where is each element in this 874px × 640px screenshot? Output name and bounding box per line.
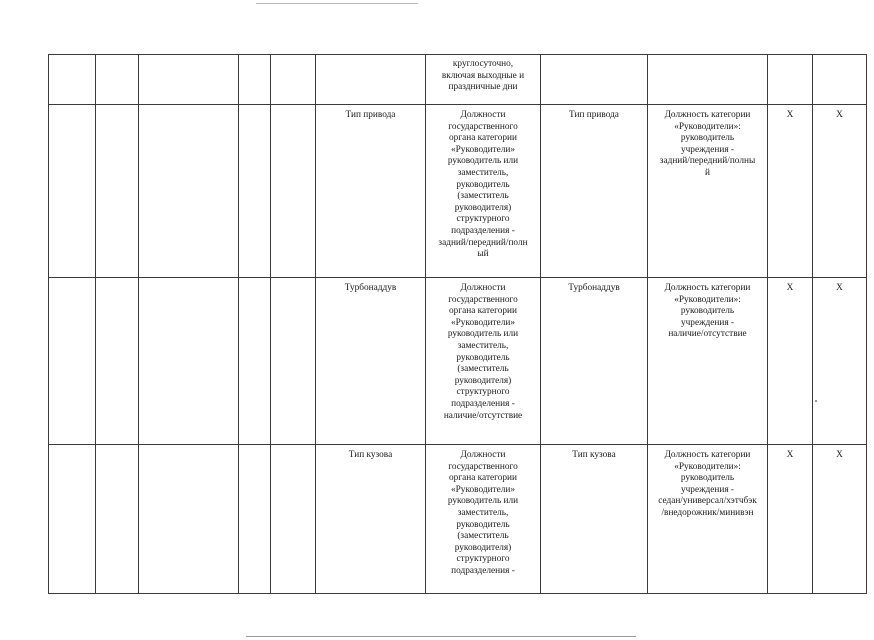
- scan-artifact-dot: [815, 400, 817, 402]
- table-cell-empty: [271, 278, 316, 445]
- characteristic-cell: [541, 55, 648, 105]
- mark-text: X: [836, 110, 843, 120]
- characteristic-text: Турбонаддув: [568, 283, 620, 293]
- table-cell-empty: [239, 105, 271, 278]
- table-cell-empty: [271, 55, 316, 105]
- value-cell: [648, 105, 768, 278]
- table-cell-empty: [139, 105, 239, 278]
- value-cell: [648, 445, 768, 594]
- value-cell: [648, 278, 768, 445]
- table-cell-empty: [49, 105, 96, 278]
- table-cell-empty: [239, 278, 271, 445]
- characteristic-cell: [541, 105, 648, 278]
- mark-text: X: [836, 283, 843, 293]
- scan-artifact-top-line: [256, 3, 418, 4]
- requirement-cell: [426, 278, 541, 445]
- requirement-cell: [426, 105, 541, 278]
- characteristic-text: Тип кузова: [572, 450, 616, 460]
- table-row: [49, 105, 867, 278]
- table-cell-empty: [239, 445, 271, 594]
- mark-text: X: [786, 110, 794, 120]
- mark-cell: [813, 445, 867, 594]
- table-cell-empty: [96, 445, 139, 594]
- requirement-text: Должности государственного органа категории «Руководители» руководитель или заместитель, руководитель (заместитель руководителя) структурного подразделения - задний/передний/полн ый: [438, 110, 528, 260]
- table-cell-empty: [96, 278, 139, 445]
- characteristic-cell: [541, 445, 648, 594]
- table-cell-empty: [49, 278, 96, 445]
- table-cell-empty: [271, 445, 316, 594]
- table-cell-empty: [49, 55, 96, 105]
- characteristic-cell: [316, 55, 426, 105]
- characteristic-cell: [541, 278, 648, 445]
- value-text: Должность категории «Руководители»: руководитель учреждения - задний/передний/полны й: [659, 110, 756, 178]
- characteristic-text: Турбонаддув: [344, 283, 397, 293]
- requirement-text: Должности государственного органа категории «Руководители» руководитель или заместитель, руководитель (заместитель руководителя) структурного подразделения -: [447, 450, 519, 576]
- table-row: [49, 278, 867, 445]
- table-row: [49, 55, 867, 105]
- characteristic-cell: [316, 105, 426, 278]
- specification-table: [48, 54, 867, 594]
- value-text: Должность категории «Руководители»: руководитель учреждения - седан/универсал/хэтчбэк /внедорожник/минивэн: [658, 450, 757, 518]
- mark-cell: [768, 105, 813, 278]
- table-row: [49, 445, 867, 594]
- characteristic-cell: [316, 445, 426, 594]
- mark-cell: [768, 445, 813, 594]
- characteristic-cell: [316, 278, 426, 445]
- characteristic-text: Тип кузова: [348, 450, 393, 460]
- value-cell: [648, 55, 768, 105]
- mark-cell: [768, 278, 813, 445]
- mark-cell: [813, 55, 867, 105]
- characteristic-text: Тип привода: [345, 110, 396, 120]
- mark-cell: [813, 105, 867, 278]
- scan-artifact-bottom-line: [246, 636, 636, 637]
- mark-text: X: [836, 450, 843, 460]
- requirement-text: Должности государственного органа категории «Руководители» руководитель или заместитель, руководитель (заместитель руководителя) структурного подразделения - наличие/отсутствие: [443, 283, 523, 421]
- table-cell-empty: [96, 55, 139, 105]
- mark-cell: [768, 55, 813, 105]
- table-cell-empty: [271, 105, 316, 278]
- value-text: Должность категории «Руководители»: руководитель учреждения - наличие/отсутствие: [664, 283, 751, 340]
- requirement-cell: [426, 55, 541, 105]
- table-cell-empty: [49, 445, 96, 594]
- mark-cell: [813, 278, 867, 445]
- mark-text: X: [786, 450, 794, 460]
- requirement-cell: [426, 445, 541, 594]
- characteristic-text: Тип привода: [569, 110, 619, 120]
- table-cell-empty: [139, 55, 239, 105]
- requirement-text: круглосуточно, включая выходные и праздничные дни: [441, 59, 525, 93]
- table-cell-empty: [239, 55, 271, 105]
- table-cell-empty: [96, 105, 139, 278]
- table-cell-empty: [139, 445, 239, 594]
- mark-text: X: [786, 283, 794, 293]
- table-cell-empty: [139, 278, 239, 445]
